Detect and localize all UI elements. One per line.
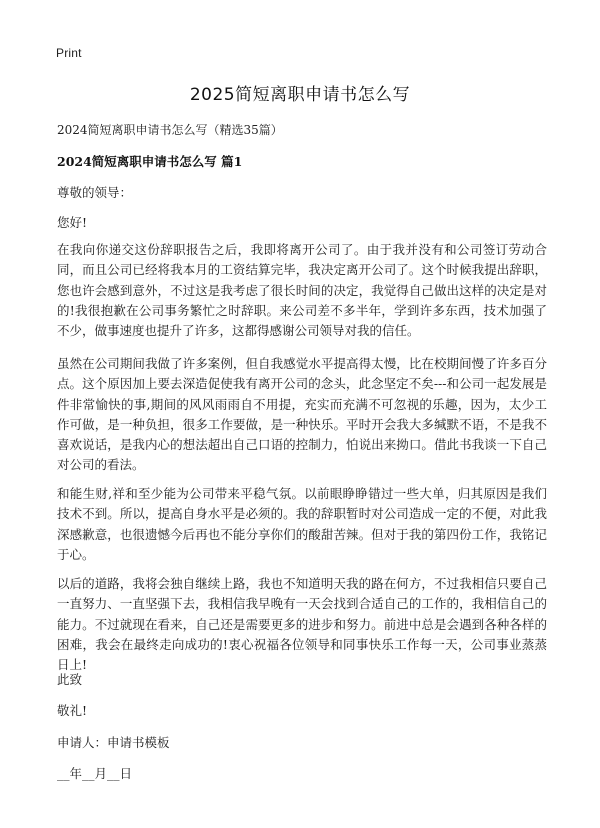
closing-1: 此致 <box>57 672 83 687</box>
page-title: 2025简短离职申请书怎么写 <box>189 85 411 105</box>
document-subtitle: 2024简短离职申请书怎么写（精选35篇） <box>57 123 283 137</box>
date-line: __年__月__日 <box>57 766 133 781</box>
paragraph-1: 在我向你递交这份辞职报告之后，我即将离开公司了。由于我并没有和公司签订劳动合同，而且公司已经将我本月的工资结算完毕，我决定离开公司了。这个时候我提出辞职，您也许会感到意外，不过这是我考虑了很长时间的决定，我觉得自己做出这样的决定是对的!我很抱歉在公司事务繁忙之时辞职。来公司差不多半年，学到许多东西，技术加强了不少，做事速度也提升了许多，这都得感谢公司领导对我的信任。 <box>57 242 547 339</box>
print-link[interactable]: Print <box>56 46 82 60</box>
closing-2: 敬礼! <box>57 703 88 718</box>
salutation: 尊敬的领导： <box>57 185 133 200</box>
paragraph-4: 以后的道路，我将会独自继续上路，我也不知道明天我的路在何方，不过我相信只要自己一直努力、一直坚强下去，我相信我早晚有一天会找到合适自己的工作的，我相信自己的能力。不过就现在看来，自己还是需要更多的进步和努力。前进中总是会遇到各种各样的困难，我会在最终走向成功的!衷心祝福各位领导和同事快乐工作每一天，公司事业蒸蒸日上! <box>57 576 547 673</box>
applicant-signature: 申请人：申请书模板 <box>57 735 170 750</box>
greeting: 您好! <box>57 215 88 230</box>
paragraph-3: 和能生财,祥和至少能为公司带来平稳气氛。以前眼睁睁错过一些大单，归其原因是我们技术不到。所以，提高自身水平是必须的。我的辞职暂时对公司造成一定的不便，对此我深感歉意，也很遗憾今后再也不能分享你们的酸甜苦辣。但对于我的第四份工作，我铭记于心。 <box>57 486 547 562</box>
section-heading: 2024简短离职申请书怎么写 篇1 <box>57 154 243 169</box>
paragraph-2: 虽然在公司期间我做了许多案例，但自我感觉水平提高得太慢，比在校期间慢了许多百分点。这个原因加上要去深造促使我有离开公司的念头，此念坚定不矣---和公司一起发展是件非常愉快的事,期间的风风雨雨自不用提，充实而充满不可忽视的乐趣，因为，太少工作可做，是一种负担，很多工作要做，是一种快乐。平时开会我大多缄默不语，不是我不喜欢说话，是我内心的想法超出自己口语的控制力，怕说出来拗口。借此书我谈一下自己对公司的看法。 <box>57 356 547 473</box>
